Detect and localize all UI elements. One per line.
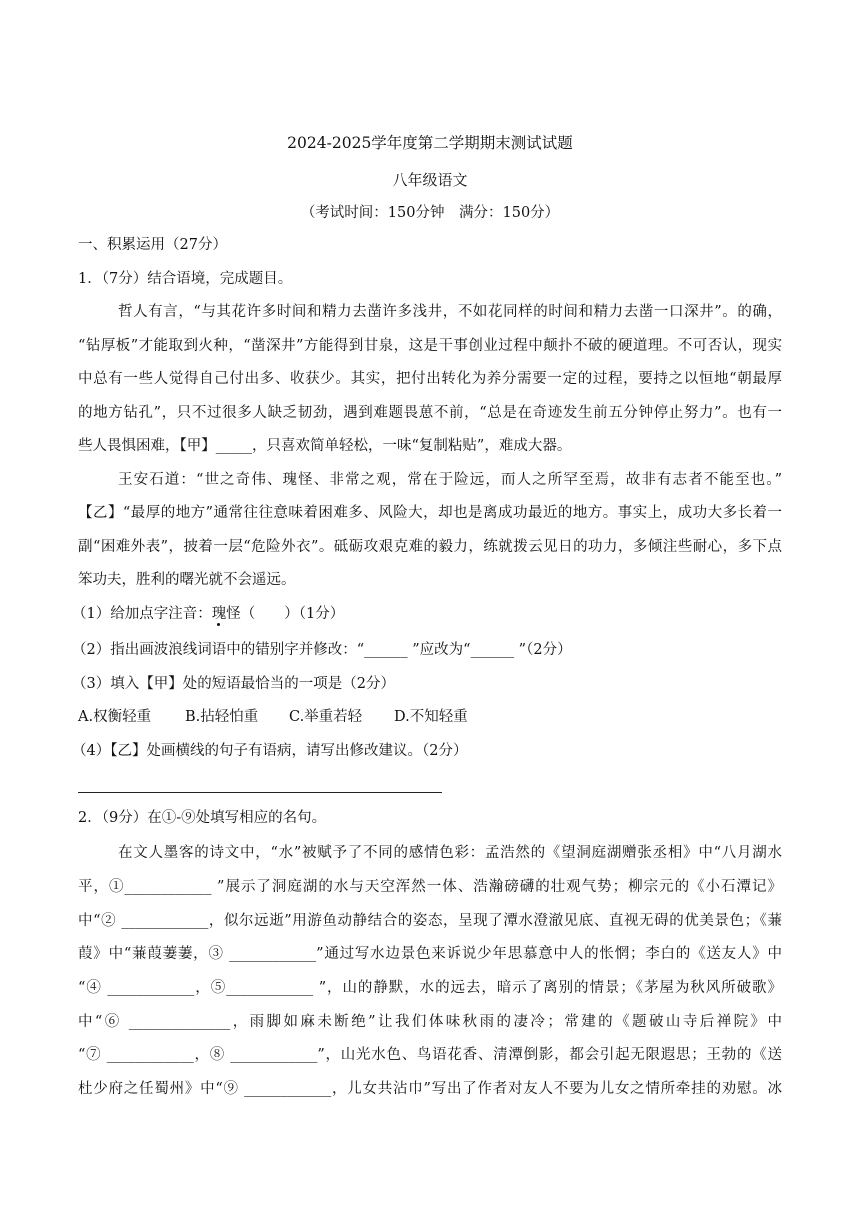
passage-line: “钻厚板”才能取到火种，“凿深井”方能得到甘泉，这是干事创业过程中颠扑不破的硬道理。不可否认，现实 [78,338,782,354]
sub-question-1-prefix: （1）给加点字注音： [72,606,212,622]
passage-line: 笨功夫，胜利的曙光就不会遥远。 [78,572,296,588]
option-d: D.不知轻重 [394,709,468,725]
option-a: A.权衡轻重 [78,709,152,725]
answer-line [78,792,442,793]
sub-question-1-suffix: 怪（ ）（1分） [226,606,345,622]
sub-question-4: （4）【乙】处画横线的句子有语病，请写出修改建议。（2分） [72,743,468,759]
passage-line: 中总有一些人觉得自己付出多、收获少。其实，把付出转化为养分需要一定的过程，要持之以恒地“朝最厚 [78,371,782,387]
exam-info: （考试时间：150分钟 满分：150分） [300,205,560,221]
passage-line: 些人畏惧困难，【甲】_____，只喜欢简单轻松，一味“复制粘贴”，难成大器。 [78,438,572,454]
poem-passage-line: 葭》中“蒹葭萋萋，③ ____________”通过写水边景色来诉说少年思慕意中人的怅惘；李白的《送友人》中 [78,946,782,962]
poem-passage-line: 中“② ____________，似尔远逝”用游鱼动静结合的姿态，呈现了潭水澄澈见底、直视无碍的优美景色；《蒹 [78,913,782,929]
sub-question-2: （2）指出画波浪线词语中的错别字并修改：“______ ”应改为“______ ”（2分） [72,642,572,658]
passage-line: 王安石道：“世之奇伟、瑰怪、非常之观，常在于险远，而人之所罕至焉，故非有志者不能至也。” [118,472,782,488]
poem-passage-line: 在文人墨客的诗文中，“水”被赋予了不同的感情色彩：孟浩然的《望洞庭湖赠张丞相》中“八月湖水 [118,845,782,861]
sub-question-1 [72,604,344,624]
poem-passage-line: 平，①____________ ”展示了洞庭湖的水与天空浑然一体、浩瀚磅礴的壮观气势；柳宗元的《小石潭记》 [78,879,782,895]
passage-line: 副“困难外表”，披着一层“危险外衣”。砥砺攻艰克难的毅力，练就拨云见日的功力，多倾注些耐心，多下点 [78,539,782,555]
option-b: B.拈轻怕重 [185,709,259,725]
question-2-stem: 2．（9分）在①-⑨处填写相应的名句。 [78,810,327,826]
poem-passage-line: 中“⑥ ______________，雨脚如麻未断绝”让我们体味秋雨的凄冷；常建的《题破山寺后禅院》中 [78,1014,782,1030]
dotted-character: 瑰 [211,606,227,622]
sub-question-3: （3）填入【甲】处的短语最恰当的一项是（2分） [72,676,395,692]
poem-passage-line: “④ ____________，⑤____________ ”，山的静默，水的远去，暗示了离别的情景；《茅屋为秋风所破歌》 [78,980,782,996]
exam-subtitle: 八年级语文 [392,171,468,189]
section-heading: 一、积累运用（27分） [78,237,227,253]
question-1-stem: 1．（7分）结合语境，完成题目。 [78,271,293,287]
poem-passage-line: “⑦ ____________，⑧ ____________”，山光水色、鸟语花香、清潭倒影，都会引起无限遐思；王勃的《送 [78,1047,782,1063]
poem-passage-line: 杜少府之任蜀州》中“⑨ ____________，儿女共沾巾”写出了作者对友人不要为儿女之情所牵挂的劝慰。冰 [78,1081,782,1097]
passage-line: 的地方钻孔”，只不过很多人缺乏韧劲，遇到难题畏葸不前，“总是在奇迹发生前五分钟停止努力”。也有一 [78,405,783,421]
option-c: C.举重若轻 [289,709,363,725]
passage-line: 哲人有言，“与其花许多时间和精力去凿许多浅井，不如花同样的时间和精力去凿一口深井”。的确， [118,304,782,320]
exam-title: 2024-2025学年度第二学期期末测试试题 [287,134,573,152]
passage-line: 【乙】“最厚的地方”通常往往意味着困难多、风险大，却也是离成功最近的地方。事实上，成功大多长着一 [78,505,782,521]
